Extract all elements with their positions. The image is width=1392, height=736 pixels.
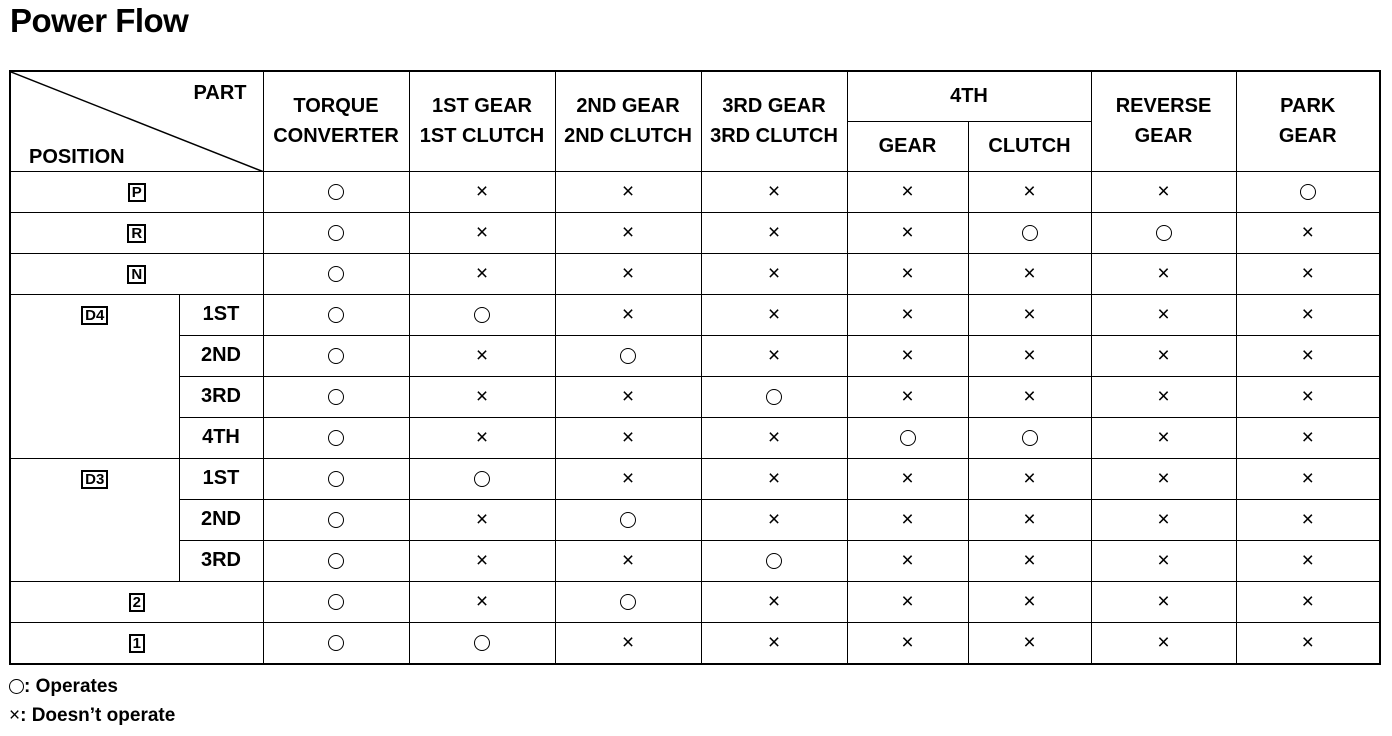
status-cell [968,253,1091,294]
status-cell [1091,171,1236,212]
status-cell [847,212,968,253]
circle-icon [328,553,344,569]
status-cell [1091,212,1236,253]
cross-icon: × [621,425,635,449]
status-cell [555,417,701,458]
position-cell [10,212,263,253]
col-reverse: REVERSE GEAR [1091,71,1236,171]
status-cell [1091,458,1236,499]
status-cell [847,540,968,581]
status-cell [701,335,847,376]
status-cell [701,540,847,581]
status-cell [701,376,847,417]
table-row [10,253,1380,294]
cross-icon: × [475,548,489,572]
cross-icon: × [1301,548,1314,572]
status-cell [701,253,847,294]
status-cell [1091,581,1236,622]
status-cell [847,417,968,458]
status-cell [263,499,409,540]
cross-icon: × [621,302,635,326]
circle-icon [9,679,24,694]
status-cell [847,335,968,376]
table-row [10,581,1380,622]
status-cell [968,540,1091,581]
status-cell [555,212,701,253]
status-cell [409,212,555,253]
gear-label: 4TH [179,417,263,458]
part-position-header [10,71,263,171]
col-first: 1ST GEAR 1ST CLUTCH [409,71,555,171]
status-cell [1236,458,1380,499]
status-cell [968,171,1091,212]
status-cell [701,581,847,622]
part-label: PART [193,82,247,104]
status-cell [847,171,968,212]
position-box-label: 2 [129,593,145,612]
position-box-label: D3 [81,470,108,489]
circle-icon [1156,225,1172,241]
cross-icon: × [1301,466,1314,490]
cross-icon: × [1301,220,1314,244]
table-row [10,540,1380,581]
status-cell [263,376,409,417]
cross-icon: × [1023,302,1036,326]
cross-icon: × [901,507,914,531]
status-cell [409,622,555,664]
circle-icon [1300,184,1316,200]
table-row [10,458,1380,499]
status-cell [409,171,555,212]
cross-icon: × [1023,343,1036,367]
table-body [10,171,1380,664]
status-cell [1091,294,1236,335]
status-cell [968,212,1091,253]
status-cell [1236,622,1380,664]
status-cell [1091,335,1236,376]
cross-icon: × [901,630,914,654]
cross-icon: × [767,220,781,244]
cross-icon: × [1023,179,1036,203]
cross-icon: × [475,425,489,449]
cross-icon: × [901,179,914,203]
cross-icon: × [901,220,914,244]
cross-icon: × [1301,589,1314,613]
status-cell [409,540,555,581]
cross-icon: × [1157,302,1170,326]
cross-icon: × [621,220,635,244]
status-cell [847,253,968,294]
position-box-label: 1 [129,634,145,653]
cross-icon: × [901,302,914,326]
gear-label: 3RD [179,540,263,581]
status-cell [263,335,409,376]
cross-icon: × [1157,507,1170,531]
status-cell [968,376,1091,417]
status-cell [555,253,701,294]
col-torque-converter: TORQUE CONVERTER [263,71,409,171]
status-cell [1236,253,1380,294]
status-cell [847,294,968,335]
position-group-d4 [10,294,179,458]
circle-icon [766,553,782,569]
status-cell [1091,253,1236,294]
cross-icon: × [767,425,781,449]
cross-icon: × [1157,630,1170,654]
cross-icon: × [1023,466,1036,490]
status-cell [409,499,555,540]
circle-icon [328,307,344,323]
status-cell [1091,499,1236,540]
cross-icon: × [1157,179,1170,203]
col-park: PARK GEAR [1236,71,1380,171]
status-cell [1091,622,1236,664]
cross-icon: × [1023,384,1036,408]
position-cell [10,581,263,622]
circle-icon [328,430,344,446]
circle-icon [328,594,344,610]
status-cell [263,294,409,335]
legend-operates: : Operates [9,676,118,698]
circle-icon [328,389,344,405]
cross-icon: × [1023,548,1036,572]
status-cell [263,458,409,499]
cross-icon: × [475,343,489,367]
circle-icon [474,471,490,487]
cross-icon: × [1157,425,1170,449]
position-box-label: D4 [81,306,108,325]
status-cell [701,212,847,253]
cross-icon: × [621,466,635,490]
status-cell [968,417,1091,458]
cross-icon: × [475,220,489,244]
status-cell [263,417,409,458]
circle-icon [328,635,344,651]
cross-icon: × [475,589,489,613]
cross-icon: × [1157,466,1170,490]
status-cell [847,581,968,622]
status-cell [555,499,701,540]
position-box-label: R [127,224,146,243]
cross-icon: × [767,630,781,654]
status-cell [847,622,968,664]
col-second: 2ND GEAR 2ND CLUTCH [555,71,701,171]
position-group-d3 [10,458,179,581]
status-cell [555,622,701,664]
status-cell [1236,171,1380,212]
circle-icon [620,348,636,364]
status-cell [968,294,1091,335]
cross-icon: × [901,343,914,367]
gear-label: 1ST [179,458,263,499]
cross-icon: × [767,589,781,613]
position-cell [10,171,263,212]
status-cell [847,376,968,417]
position-label: POSITION [29,145,125,168]
status-cell [555,294,701,335]
status-cell [968,622,1091,664]
status-cell [701,622,847,664]
status-cell [263,622,409,664]
circle-icon [474,307,490,323]
circle-icon [620,512,636,528]
status-cell [701,499,847,540]
gear-label: 2ND [179,499,263,540]
status-cell [555,335,701,376]
status-cell [847,458,968,499]
status-cell [409,253,555,294]
status-cell [409,294,555,335]
gear-label: 3RD [179,376,263,417]
status-cell [555,171,701,212]
status-cell [409,458,555,499]
cross-icon: × [1023,589,1036,613]
page-title: Power Flow [10,2,189,39]
status-cell [555,540,701,581]
circle-icon [766,389,782,405]
cross-icon: × [621,630,635,654]
col-fourth-gear: GEAR [847,121,968,171]
table-row [10,417,1380,458]
circle-icon [620,594,636,610]
cross-icon: × [475,384,489,408]
cross-icon: × [1023,630,1036,654]
position-cell [10,253,263,294]
cross-icon: × [901,261,914,285]
cross-icon: × [475,179,489,203]
status-cell [1236,294,1380,335]
table-row [10,499,1380,540]
cross-icon: × [901,589,914,613]
power-flow-table [9,70,1381,665]
legend-not-operate: ×: Doesn’t operate [9,705,176,726]
status-cell [968,499,1091,540]
status-cell [263,253,409,294]
status-cell [968,335,1091,376]
circle-icon [328,471,344,487]
cross-icon: × [1301,630,1314,654]
col-fourth: 4TH [847,71,1091,121]
table-row [10,376,1380,417]
table-row [10,335,1380,376]
cross-icon: × [1157,384,1170,408]
cross-icon: × [9,705,21,726]
circle-icon [328,512,344,528]
status-cell [263,212,409,253]
circle-icon [328,225,344,241]
status-cell [1236,212,1380,253]
cross-icon: × [475,507,489,531]
status-cell [555,581,701,622]
status-cell [701,171,847,212]
circle-icon [328,266,344,282]
status-cell [1091,540,1236,581]
table-row [10,171,1380,212]
cross-icon: × [621,548,635,572]
cross-icon: × [767,302,781,326]
cross-icon: × [621,384,635,408]
status-cell [555,376,701,417]
status-cell [1091,417,1236,458]
cross-icon: × [1023,261,1036,285]
gear-label: 2ND [179,335,263,376]
cross-icon: × [901,384,914,408]
cross-icon: × [767,343,781,367]
position-cell [10,622,263,664]
cross-icon: × [1301,261,1314,285]
status-cell [263,540,409,581]
circle-icon [1022,225,1038,241]
status-cell [409,581,555,622]
col-fourth-clutch: CLUTCH [968,121,1091,171]
status-cell [555,458,701,499]
cross-icon: × [621,179,635,203]
cross-icon: × [475,261,489,285]
table-row [10,212,1380,253]
cross-icon: × [1157,343,1170,367]
status-cell [701,417,847,458]
cross-icon: × [901,466,914,490]
status-cell [1236,376,1380,417]
cross-icon: × [1301,384,1314,408]
cross-icon: × [767,179,781,203]
status-cell [409,417,555,458]
circle-icon [328,184,344,200]
gear-label: 1ST [179,294,263,335]
position-box-label: P [128,183,146,202]
cross-icon: × [1157,589,1170,613]
status-cell [701,458,847,499]
table-row [10,294,1380,335]
cross-icon: × [1301,425,1314,449]
cross-icon: × [901,548,914,572]
cross-icon: × [1157,548,1170,572]
status-cell [409,376,555,417]
status-cell [1236,540,1380,581]
status-cell [968,581,1091,622]
status-cell [263,581,409,622]
circle-icon [1022,430,1038,446]
status-cell [968,458,1091,499]
cross-icon: × [1157,261,1170,285]
status-cell [409,335,555,376]
col-third: 3RD GEAR 3RD CLUTCH [701,71,847,171]
cross-icon: × [1023,507,1036,531]
cross-icon: × [1301,343,1314,367]
cross-icon: × [767,466,781,490]
status-cell [1236,335,1380,376]
table-row [10,622,1380,664]
cross-icon: × [1301,507,1314,531]
cross-icon: × [621,261,635,285]
status-cell [1091,376,1236,417]
circle-icon [328,348,344,364]
circle-icon [474,635,490,651]
circle-icon [900,430,916,446]
position-box-label: N [127,265,146,284]
status-cell [1236,581,1380,622]
status-cell [1236,499,1380,540]
status-cell [701,294,847,335]
status-cell [263,171,409,212]
cross-icon: × [767,507,781,531]
status-cell [1236,417,1380,458]
cross-icon: × [767,261,781,285]
cross-icon: × [1301,302,1314,326]
status-cell [847,499,968,540]
